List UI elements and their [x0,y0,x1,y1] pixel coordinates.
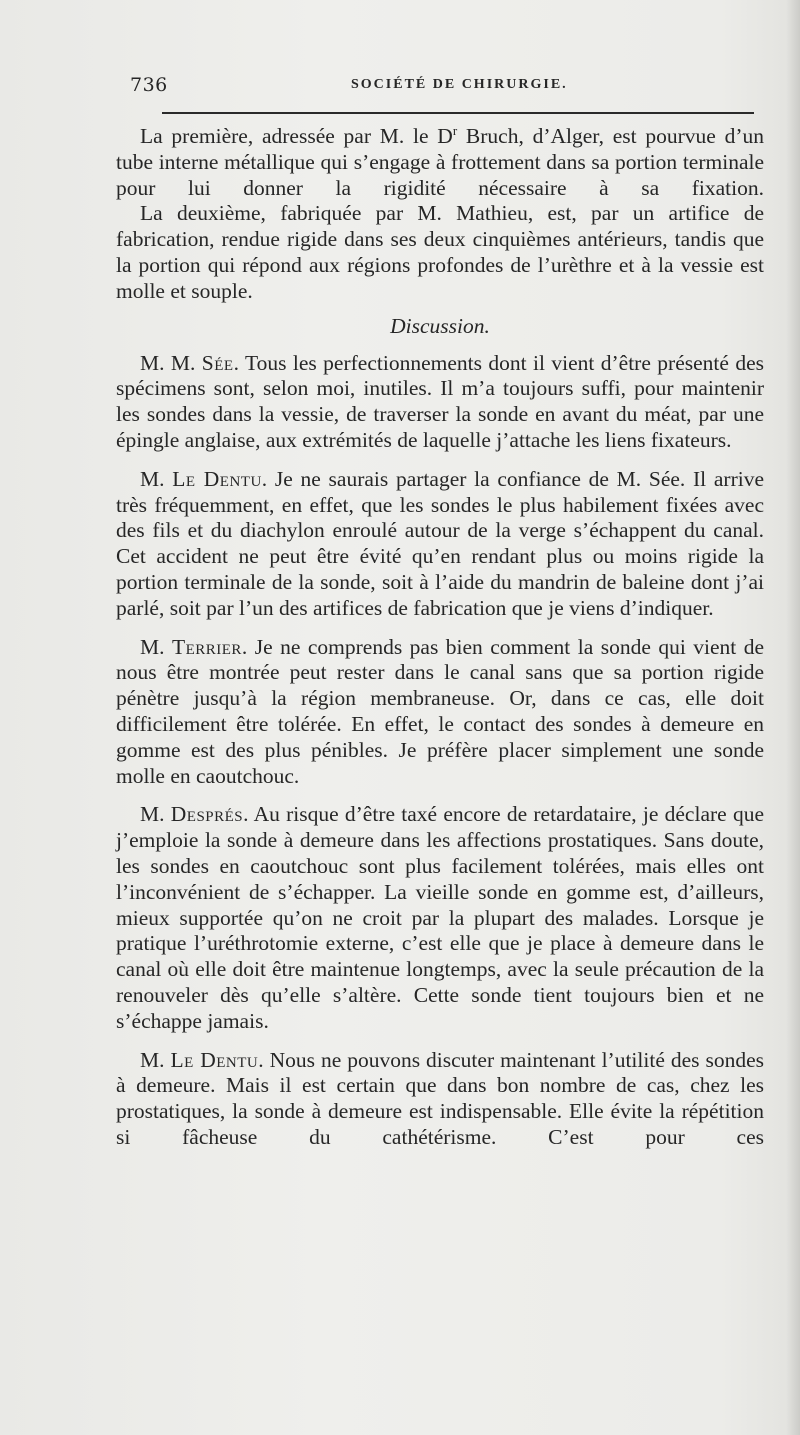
discussion-paragraph-see [116,351,764,454]
speaker-prefix: M. [140,802,171,827]
speech-text: . Je ne comprends pas bien comment la sonde qui vient de nous être montrée peut rester dans le canal sans que sa portion rigide pénètre jusqu’à la région membraneuse. Or, dans ce cas, elle doit difficilement être tolérée. En effet, le contact des sondes à demeure en gomme est des plus pénibles. Je préfère placer simplement une sonde molle en caoutchouc. [116,634,764,788]
discussion-paragraph-le-dentu-2 [116,1048,764,1151]
speech-text: . Au risque d’être taxé encore de retardataire, je déclare que j’emploie la sonde à demeure dans les affections prostatiques. Sans doute, les sondes en caoutchouc sont plus facilement tolérées, mais elles ont l’inconvénient de s’échapper. La vieille sonde en gomme est, d’ailleurs, mieux supportée qu’on ne croit par la plupart des malades. Lorsque je pratique l’uréthrotomie externe, c’est elle que je place à demeure dans le canal où elle doit être maintenue longtemps, avec la seule précaution de la renouveler dès qu’elle s’altère. Cette sonde tient toujours bien et ne s’échappe jamais. [116,802,764,1033]
running-head [130,74,760,98]
speaker-prefix: M. M. [140,350,202,375]
paragraph-bruch [116,124,764,201]
section-heading-discussion: Discussion. [390,313,490,338]
speaker-name: Després [170,802,244,827]
page-edge-shadow [786,0,800,1435]
paragraph-gap [116,1035,764,1048]
doctor-superscript: r [452,122,458,138]
speech-text: . Tous les perfectionnements dont il vient d’être présenté des spécimens sont, selon moi, inutiles. Il m’a toujours suffi, pour maintenir les sondes dans la vessie, de traverser la sonde en avant du méat, par une épingle anglaise, aux extrémités de laquelle j’attache les liens fixateurs. [116,350,764,452]
paragraph-bruch-text-before: La première, adressée par M. le D [140,124,453,148]
speech-text: . Nous ne pouvons discuter maintenant l’utilité des sondes à demeure. Mais il est certain que dans bon nombre de cas, chez les prostatiques, la sonde à demeure est indispensable. Elle évite la répétition si fâcheuse du cathétérisme. C’est pour ces [116,1047,764,1149]
speaker-prefix: M. [140,466,173,491]
discussion-paragraph-terrier [116,635,764,790]
speaker-name: Sée [201,350,234,375]
paragraph-mathieu: La deuxième, fabriquée par M. Mathieu, est, par un artifice de fabrication, rendue rigide dans ses deux cinquièmes antérieurs, tandis que la portion qui répond aux régions profondes de l’urèthre et à la vessie est molle et souple. [116,201,764,303]
discussion-paragraph-despres [116,802,764,1034]
paragraph-gap [116,789,764,802]
page-number: 736 [130,74,168,96]
paragraph-bruch-text-after: Bruch, d’Alger, est pourvue d’un tube interne métallique qui s’engage à frottement dans sa portion terminale pour lui donner la rigidité nécessaire à sa fixation. [116,124,764,200]
speaker-prefix: M. [140,634,172,659]
speaker-name: Terrier [171,634,242,659]
discussion-paragraph-le-dentu [116,467,764,622]
paragraph-gap [116,622,764,635]
speaker-name: Le Dentu [172,466,262,491]
header-rule [162,112,754,114]
running-title: SOCIÉTÉ DE CHIRURGIE. [351,77,568,92]
speaker-prefix: M. [140,1047,171,1072]
speech-text: . Je ne saurais partager la confiance de M. Sée. Il arrive très fréquemment, en effet, que les sondes le plus habilement fixées avec des fils et du diachylon enroulé autour de la verge s’échappent du canal. Cet accident ne peut être évité qu’en rendant plus ou moins rigide la portion terminale de la sonde, soit à l’aide du mandrin de baleine dont j’ai parlé, soit par l’un des artifices de fabrication que je viens d’indiquer. [116,466,765,620]
paragraph-gap [116,454,764,467]
speaker-name: Le Dentu [170,1047,259,1072]
body-text [116,124,764,1151]
